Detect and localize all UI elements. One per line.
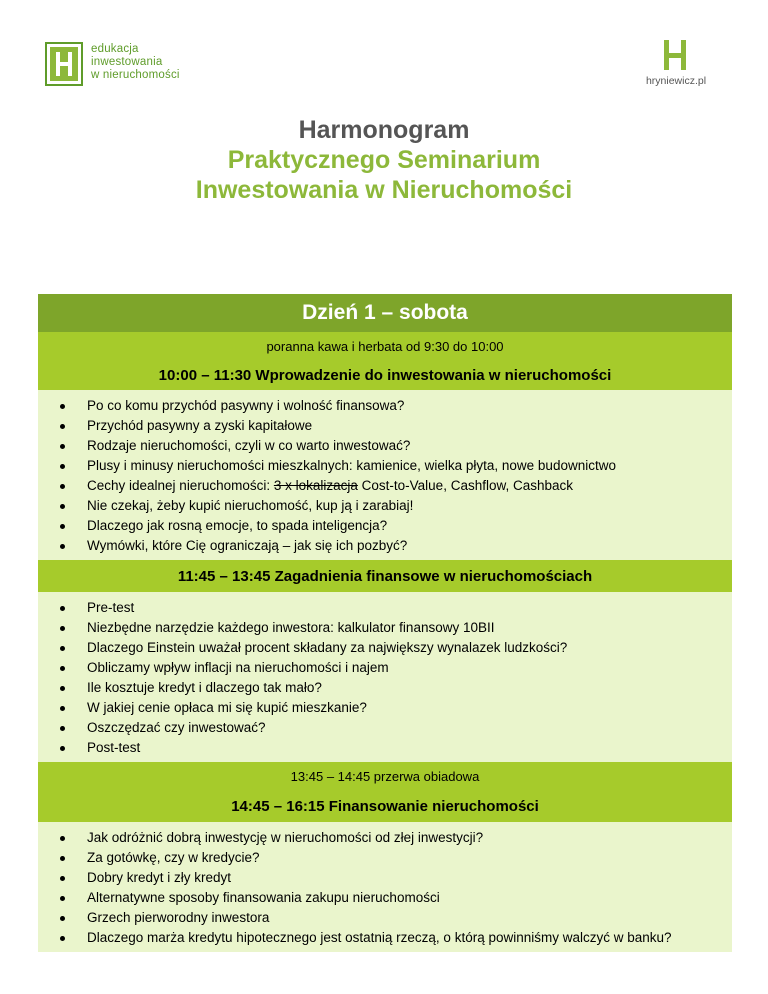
coffee-bar: poranna kawa i herbata od 9:30 do 10:00 [38,332,732,360]
list-item: Dobry kredyt i zły kredyt [38,868,732,888]
title-line-2: Praktycznego Seminarium [227,146,541,174]
title-line-1: Harmonogram [298,116,470,144]
list-item: Przychód pasywny a zyski kapitałowe [38,416,732,436]
session-1-list [38,390,732,560]
day-heading: Dzień 1 – sobota [38,294,732,332]
list-item: Grzech pierworodny inwestora [38,908,732,928]
session-2-list [38,592,732,762]
list-item: W jakiej cenie opłaca mi się kupić mieszkanie? [38,698,732,718]
house-logo-icon [45,42,83,86]
list-item: Post-test [38,738,732,758]
list-item: Wymówki, które Cię ograniczają – jak się ich pozbyć? [38,536,732,556]
list-item: Ile kosztuje kredyt i dlaczego tak mało? [38,678,732,698]
list-item: Dlaczego Einstein uważał procent składany za największy wynalazek ludzkości? [38,638,732,658]
lunch-bar: 13:45 – 14:45 przerwa obiadowa [38,762,732,790]
list-item: Nie czekaj, żeby kupić nieruchomość, kup ją i zarabiaj! [38,496,732,516]
session-3-title: 14:45 – 16:15 Finansowanie nieruchomości [38,790,732,822]
session-1-title: 10:00 – 11:30 Wprowadzenie do inwestowania w nieruchomości [38,360,732,390]
page-title [0,115,768,205]
schedule-table [38,294,732,952]
struck-text: 3 x lokalizacja [273,478,358,493]
list-item: Dlaczego jak rosną emocje, to spada inteligencja? [38,516,732,536]
list-item: Oszczędzać czy inwestować? [38,718,732,738]
list-item: Obliczamy wpływ inflacji na nieruchomości i najem [38,658,732,678]
list-item: Dlaczego marża kredytu hipotecznego jest ostatnią rzeczą, o którą powinniśmy walczyć w banku? [38,928,732,948]
session-2-title: 11:45 – 13:45 Zagadnienia finansowe w nieruchomościach [38,560,732,592]
list-item: Plusy i minusy nieruchomości mieszkalnych: kamienice, wielka płyta, nowe budownictwo [38,456,732,476]
list-item: Niezbędne narzędzie każdego inwestora: kalkulator finansowy 10BII [38,618,732,638]
edukacja-logo [45,42,245,92]
list-item: Jak odróżnić dobrą inwestycję w nieruchomości od złej inwestycji? [38,828,732,848]
list-item: Rodzaje nieruchomości, czyli w co warto inwestować? [38,436,732,456]
list-item: Po co komu przychód pasywny i wolność finansowa? [38,396,732,416]
h-logo-icon [662,38,688,72]
list-item: Cechy idealnej nieruchomości: 3 x lokalizacja Cost-to-Value, Cashflow, Cashback [38,476,732,496]
list-item: Pre-test [38,598,732,618]
session-3-list [38,822,732,952]
list-item: Alternatywne sposoby finansowania zakupu nieruchomości [38,888,732,908]
logo-text: edukacja inwestowania w nieruchomości [91,43,180,81]
list-item: Za gotówkę, czy w kredycie? [38,848,732,868]
logo-url: hryniewicz.pl [645,75,707,87]
hryniewicz-logo [633,38,723,88]
title-line-3: Inwestowania w Nieruchomości [195,176,573,204]
